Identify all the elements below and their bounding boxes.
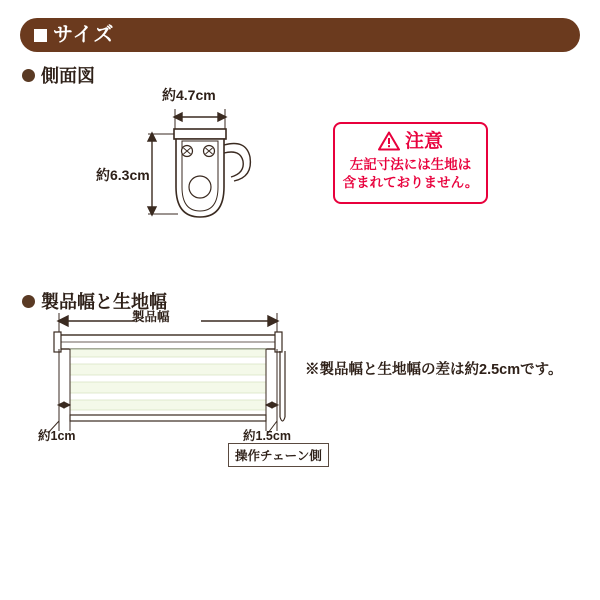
page-title-bar — [20, 18, 580, 52]
caution-header — [335, 131, 486, 151]
page-title: サイズ — [53, 24, 115, 46]
caution-text — [335, 156, 486, 192]
bullet-icon — [22, 69, 35, 82]
caution-title: 注意 — [404, 130, 443, 152]
section-heading-product-width-label: 製品幅と生地幅 — [41, 292, 167, 312]
product-width-label: 製品幅 — [132, 310, 170, 324]
caution-text-line2: 含まれておりません。 — [342, 175, 479, 191]
caution-text-line1: 左記寸法には生地は — [349, 157, 472, 172]
side-view-height-label: 約6.3cm — [96, 167, 150, 183]
section-heading-side-view — [22, 62, 95, 88]
dim-left-label: 約1cm — [38, 429, 76, 443]
side-view-width-label: 約4.7cm — [162, 87, 216, 103]
product-width-note: ※製品幅と生地幅の差は約2.5cmです。 — [305, 362, 563, 378]
side-view-svg — [130, 95, 310, 255]
chain-side-label: 操作チェーン側 — [228, 443, 329, 467]
square-marker-icon — [34, 29, 47, 42]
warning-triangle-icon — [378, 131, 400, 151]
section-heading-side-view-label: 側面図 — [41, 66, 95, 86]
caution-box — [333, 122, 488, 204]
dim-right-label: 約1.5cm — [243, 429, 291, 443]
side-view-diagram — [96, 87, 310, 255]
